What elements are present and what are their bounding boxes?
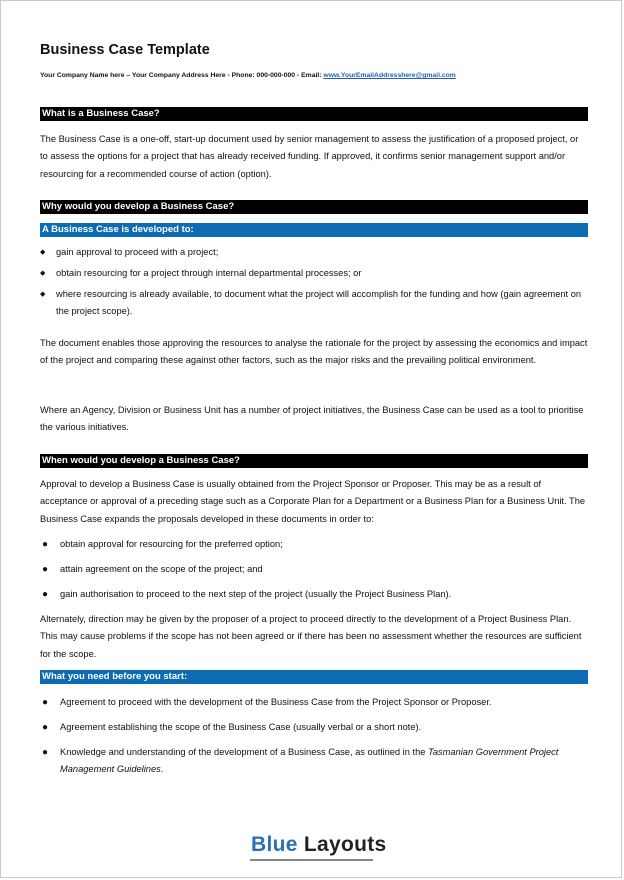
- list-item-text: [60, 744, 588, 779]
- guidelines-title: Tasmanian Government Project Management Guidelines: [60, 747, 559, 775]
- section-heading-before-start: What you need before you start:: [40, 670, 588, 684]
- company-details: Your Company Name here – Your Company Address Here - Phone: 000-000-000 - Email:: [40, 72, 324, 79]
- diamond-bullet-icon: ◆: [40, 270, 46, 277]
- subheading-developed-to: A Business Case is developed to:: [40, 223, 588, 237]
- page-title: Business Case Template: [40, 42, 210, 58]
- list-item: [40, 586, 588, 603]
- bullet-icon: ●: [42, 747, 49, 758]
- list-item-text: obtain resourcing for a project through internal departmental processes; or: [56, 268, 362, 278]
- diamond-bullet-icon: ◆: [40, 249, 46, 256]
- email-link[interactable]: www.YourEmailAddresshere@gmail.com: [323, 72, 456, 79]
- list-item: [40, 744, 588, 779]
- logo-word-layouts: Layouts: [303, 833, 387, 856]
- list-item-text: Agreement to proceed with the development of the Business Case from the Project Sponsor or Proposer.: [60, 697, 492, 707]
- section-heading-what: What is a Business Case?: [40, 107, 588, 121]
- list-item-text: gain authorisation to proceed to the next step of the project (usually the Project Business Plan).: [60, 589, 452, 599]
- what-paragraph: The Business Case is a one-off, start-up document used by senior management to assess the justification of a proposed project, or to assess the options for a project that has already received funding. If approved, it confirms senior management support and/or resourcing for a recommended course of action (option).: [40, 134, 579, 179]
- section-heading-why: Why would you develop a Business Case?: [40, 200, 588, 214]
- list-item-text-end: .: [160, 764, 164, 775]
- list-item-text: attain agreement on the scope of the project; and: [60, 564, 263, 574]
- list-item: [40, 694, 588, 711]
- list-item-text: where resourcing is already available, to document what the project will accomplish for the funding and how (gain agreement on the project scope).: [56, 289, 582, 317]
- company-info-line: [40, 72, 456, 79]
- when-paragraph-1: Approval to develop a Business Case is usually obtained from the Project Sponsor or Proposer. This may be as a result of acceptance or approval of a preceding stage such as a Corporate Plan for a Department or a Business Plan for a Business Unit. The Business Case expands the proposals developed in these documents in order to:: [40, 479, 586, 524]
- bullet-icon: ●: [42, 697, 49, 708]
- bullet-icon: ●: [42, 539, 49, 550]
- why-paragraph-1: The document enables those approving the resources to analyse the rationale for the project by assessing the economics and impact of the project and comparing these against other factors, such as the major risks and the prevailing political environment.: [40, 338, 588, 366]
- section-heading-when: When would you develop a Business Case?: [40, 454, 588, 468]
- list-item: [40, 719, 588, 736]
- blue-layouts-logo: [251, 833, 386, 857]
- list-item: [40, 561, 588, 578]
- list-item-text: obtain approval for resourcing for the preferred option;: [60, 539, 283, 549]
- bullet-icon: ●: [42, 564, 49, 575]
- diamond-bullet-icon: ◆: [40, 291, 46, 298]
- list-item-text-start: Knowledge and understanding of the development of a Business Case, as outlined in the: [60, 747, 428, 757]
- list-item: [40, 286, 588, 321]
- bullet-icon: ●: [42, 589, 49, 600]
- list-item: [40, 536, 588, 553]
- list-item: [40, 265, 588, 282]
- list-item-text: Agreement establishing the scope of the Business Case (usually verbal or a short note).: [60, 722, 422, 732]
- list-item: [40, 244, 588, 261]
- why-paragraph-2: Where an Agency, Division or Business Unit has a number of project initiatives, the Business Case can be used as a tool to prioritise the various initiatives.: [40, 405, 584, 433]
- list-item-text: gain approval to proceed with a project;: [56, 247, 219, 257]
- bullet-icon: ●: [42, 722, 49, 733]
- logo-underline: [250, 859, 373, 861]
- logo-word-blue: Blue: [251, 833, 298, 856]
- when-paragraph-2: Alternately, direction may be given by the proposer of a project to proceed directly to the development of a Project Business Plan. This may cause problems if the scope has not been agreed or if there has been no assessment whether the resources are sufficient for the scope.: [40, 614, 582, 659]
